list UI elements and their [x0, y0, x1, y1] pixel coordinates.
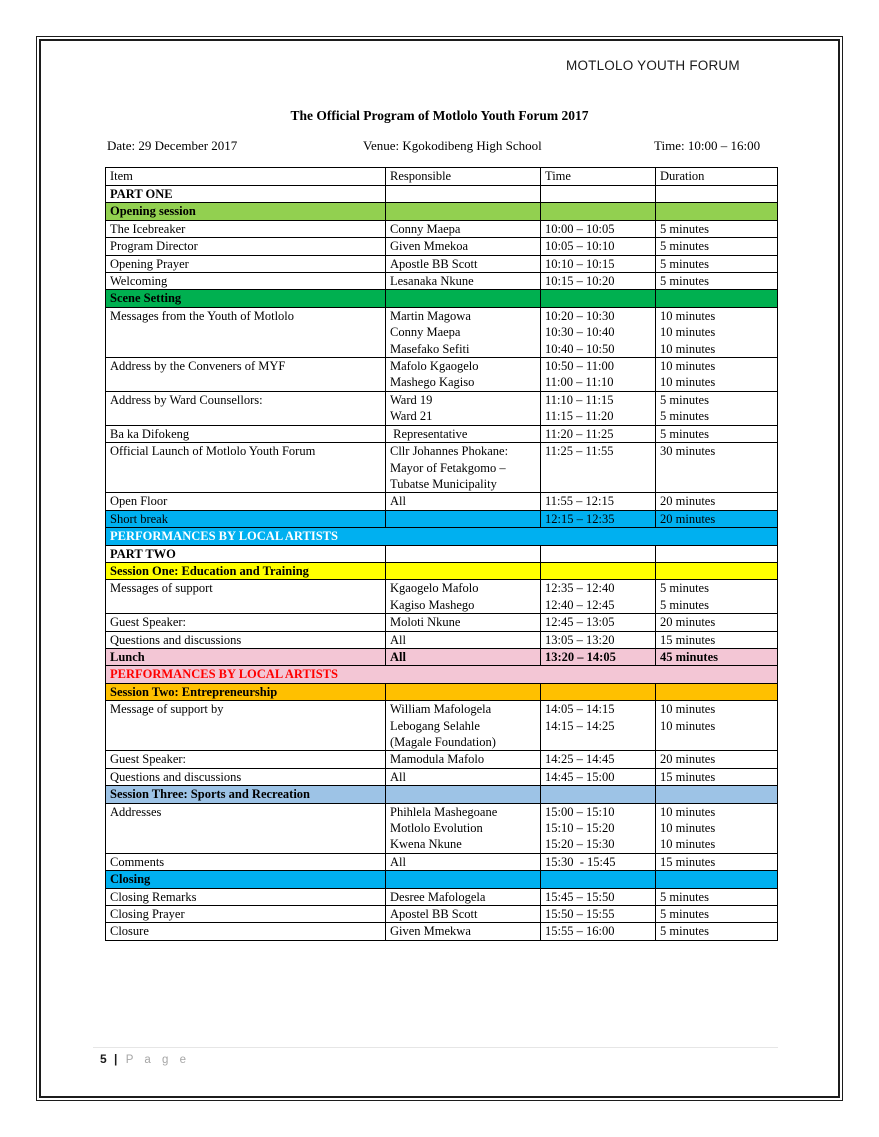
cell-item: The Icebreaker: [106, 220, 386, 237]
cell-duration: 5 minutes: [656, 888, 778, 905]
table-row: [106, 751, 778, 768]
cell-line: 5 minutes: [660, 392, 709, 407]
cell-line: Kgaogelo Mafolo: [390, 581, 479, 596]
cell-line: William Mafologela: [390, 702, 492, 717]
cell-responsible: Apostel BB Scott: [386, 906, 541, 923]
banner-row: [106, 528, 778, 545]
cell-item: Session Two: Entrepreneurship: [106, 683, 386, 700]
cell-time: 11:25 – 11:55: [541, 443, 656, 493]
cell-duration: [656, 786, 778, 803]
cell-time: 13:05 – 13:20: [541, 631, 656, 648]
cell-duration: 5 minutes: [656, 220, 778, 237]
table-row: [106, 290, 778, 307]
cell-line: 12:35 – 12:40: [545, 581, 615, 596]
cell-item: Guest Speaker:: [106, 751, 386, 768]
table-row: [106, 580, 778, 614]
banner-cell: PERFORMANCES BY LOCAL ARTISTS: [106, 666, 778, 683]
cell-duration: [656, 203, 778, 220]
cell-duration: [656, 683, 778, 700]
cell-duration: 45 minutes: [656, 648, 778, 665]
column-header-duration: Duration: [656, 168, 778, 186]
cell-responsible: [386, 683, 541, 700]
cell-line: 10:20 – 10:30: [545, 308, 615, 323]
table-row: [106, 562, 778, 579]
cell-line: Mayor of Fetakgomo –: [390, 460, 506, 475]
table-row: [106, 923, 778, 940]
cell-line: 10 minutes: [660, 375, 716, 390]
cell-responsible: [386, 203, 541, 220]
cell-time: [541, 701, 656, 751]
table-row: [106, 203, 778, 220]
cell-duration: [656, 803, 778, 853]
table-row: [106, 888, 778, 905]
cell-responsible: Mamodula Mafolo: [386, 751, 541, 768]
cell-line: 10:30 – 10:40: [545, 325, 615, 340]
cell-responsible: All: [386, 648, 541, 665]
table-row: [106, 871, 778, 888]
cell-line: Mafolo Kgaogelo: [390, 359, 479, 374]
cell-time: 14:45 – 15:00: [541, 768, 656, 785]
cell-line: Mashego Kagiso: [390, 375, 475, 390]
cell-item: Closure: [106, 923, 386, 940]
cell-line: Cllr Johannes Phokane:: [390, 444, 509, 459]
cell-time: [541, 307, 656, 357]
cell-item: Messages from the Youth of Motlolo: [106, 307, 386, 357]
cell-item: Official Launch of Motlolo Youth Forum: [106, 443, 386, 493]
cell-item: Lunch: [106, 648, 386, 665]
cell-item: Welcoming: [106, 273, 386, 290]
cell-item: Opening Prayer: [106, 255, 386, 272]
cell-time: [541, 391, 656, 425]
cell-line: 10 minutes: [660, 359, 716, 374]
cell-responsible: [386, 358, 541, 392]
cell-time: 11:20 – 11:25: [541, 425, 656, 442]
cell-responsible: [386, 186, 541, 203]
cell-line: 5 minutes: [660, 597, 709, 612]
program-table: [105, 167, 778, 941]
table-row: [106, 255, 778, 272]
cell-line: 10 minutes: [660, 837, 716, 852]
cell-item: Session One: Education and Training: [106, 562, 386, 579]
cell-line: 10 minutes: [660, 325, 716, 340]
cell-duration: [656, 562, 778, 579]
cell-responsible: [386, 443, 541, 493]
cell-item: Closing Prayer: [106, 906, 386, 923]
cell-line: Phihlela Mashegoane: [390, 804, 498, 819]
cell-time: [541, 290, 656, 307]
table-row: [106, 273, 778, 290]
cell-responsible: Conny Maepa: [386, 220, 541, 237]
cell-responsible: [386, 786, 541, 803]
cell-item: Comments: [106, 853, 386, 870]
cell-duration: 20 minutes: [656, 510, 778, 527]
table-row: [106, 545, 778, 562]
table-row: [106, 786, 778, 803]
cell-item: Closing Remarks: [106, 888, 386, 905]
cell-line: Tubatse Municipality: [390, 476, 497, 491]
cell-line: Masefako Sefiti: [390, 341, 470, 356]
page-number: 5: [100, 1052, 107, 1066]
cell-item: Session Three: Sports and Recreation: [106, 786, 386, 803]
cell-line: Motlolo Evolution: [390, 821, 483, 836]
cell-item: Open Floor: [106, 493, 386, 510]
table-row: [106, 631, 778, 648]
cell-responsible: Moloti Nkune: [386, 614, 541, 631]
cell-line: 5 minutes: [660, 581, 709, 596]
cell-line: 10:40 – 10:50: [545, 341, 615, 356]
cell-time: [541, 358, 656, 392]
footer-divider: [93, 1047, 778, 1048]
cell-duration: 5 minutes: [656, 923, 778, 940]
cell-duration: 5 minutes: [656, 273, 778, 290]
cell-responsible: All: [386, 493, 541, 510]
cell-item: Ba ka Difokeng: [106, 425, 386, 442]
cell-line: (Magale Foundation): [390, 735, 496, 749]
cell-duration: [656, 307, 778, 357]
cell-time: 15:55 – 16:00: [541, 923, 656, 940]
cell-time: [541, 786, 656, 803]
event-venue: Venue: Kgokodibeng High School: [363, 138, 542, 153]
cell-time: [541, 803, 656, 853]
cell-duration: 5 minutes: [656, 906, 778, 923]
table-row: [106, 425, 778, 442]
cell-duration: [656, 871, 778, 888]
cell-line: 14:05 – 14:15: [545, 702, 615, 717]
table-row: [106, 803, 778, 853]
cell-line: 10 minutes: [660, 821, 716, 836]
cell-time: 11:55 – 12:15: [541, 493, 656, 510]
cell-time: 14:25 – 14:45: [541, 751, 656, 768]
cell-responsible: [386, 545, 541, 562]
cell-item: Scene Setting: [106, 290, 386, 307]
cell-line: 10 minutes: [660, 702, 716, 717]
cell-responsible: All: [386, 853, 541, 870]
document-title: The Official Program of Motlolo Youth Forum 2017: [290, 108, 589, 123]
cell-time: 10:15 – 10:20: [541, 273, 656, 290]
cell-line: 15:10 – 15:20: [545, 821, 615, 836]
letterhead-title: MOTLOLO YOUTH FORUM: [566, 58, 740, 73]
cell-responsible: Apostle BB Scott: [386, 255, 541, 272]
cell-responsible: [386, 871, 541, 888]
cell-line: 10 minutes: [660, 804, 716, 819]
cell-responsible: Desree Mafologela: [386, 888, 541, 905]
cell-time: [541, 683, 656, 700]
cell-line: Kagiso Mashego: [390, 597, 475, 612]
cell-item: Messages of support: [106, 580, 386, 614]
cell-time: 10:00 – 10:05: [541, 220, 656, 237]
cell-time: [541, 186, 656, 203]
cell-time: [541, 545, 656, 562]
cell-line: Martin Magowa: [390, 308, 471, 323]
cell-duration: [656, 545, 778, 562]
table-header-row: [106, 168, 778, 186]
page-footer: [100, 1052, 190, 1066]
cell-duration: 20 minutes: [656, 751, 778, 768]
cell-time: 10:05 – 10:10: [541, 238, 656, 255]
cell-time: 12:15 – 12:35: [541, 510, 656, 527]
cell-item: Opening session: [106, 203, 386, 220]
cell-responsible: Representative: [386, 425, 541, 442]
cell-line: 15:20 – 15:30: [545, 837, 615, 852]
cell-line: 10 minutes: [660, 308, 716, 323]
table-row: [106, 358, 778, 392]
page-separator: |: [114, 1052, 118, 1066]
event-date: Date: 29 December 2017: [107, 138, 238, 153]
table-row: [106, 220, 778, 237]
cell-time: [541, 562, 656, 579]
cell-responsible: All: [386, 631, 541, 648]
cell-item: Questions and discussions: [106, 768, 386, 785]
cell-responsible: [386, 510, 541, 527]
cell-duration: [656, 290, 778, 307]
cell-duration: 15 minutes: [656, 768, 778, 785]
table-row: [106, 683, 778, 700]
event-time: Time: 10:00 – 16:00: [654, 138, 761, 153]
cell-item: Closing: [106, 871, 386, 888]
cell-time: [541, 871, 656, 888]
cell-item: PART TWO: [106, 545, 386, 562]
cell-duration: 5 minutes: [656, 238, 778, 255]
cell-line: 10:50 – 11:00: [545, 359, 614, 374]
table-row: [106, 238, 778, 255]
column-header-responsible: Responsible: [386, 168, 541, 186]
cell-time: 13:20 – 14:05: [541, 648, 656, 665]
cell-responsible: Given Mmekwa: [386, 923, 541, 940]
table-row: [106, 307, 778, 357]
cell-responsible: [386, 701, 541, 751]
cell-duration: [656, 580, 778, 614]
cell-line: Conny Maepa: [390, 325, 461, 340]
table-row: [106, 906, 778, 923]
cell-line: 10 minutes: [660, 718, 716, 733]
table-row: [106, 853, 778, 870]
cell-time: 15:50 – 15:55: [541, 906, 656, 923]
cell-line: 5 minutes: [660, 409, 709, 424]
cell-responsible: All: [386, 768, 541, 785]
cell-item: Addresses: [106, 803, 386, 853]
cell-responsible: Lesanaka Nkune: [386, 273, 541, 290]
table-row: [106, 391, 778, 425]
page-label: P a g e: [125, 1054, 190, 1066]
cell-duration: 30 minutes: [656, 443, 778, 493]
cell-item: Message of support by: [106, 701, 386, 751]
cell-item: Questions and discussions: [106, 631, 386, 648]
cell-line: 11:00 – 11:10: [545, 375, 614, 390]
cell-item: PART ONE: [106, 186, 386, 203]
cell-time: 15:30 - 15:45: [541, 853, 656, 870]
cell-responsible: [386, 391, 541, 425]
cell-responsible: [386, 307, 541, 357]
cell-duration: 20 minutes: [656, 493, 778, 510]
cell-line: Kwena Nkune: [390, 837, 462, 852]
cell-responsible: Given Mmekoa: [386, 238, 541, 255]
cell-item: Program Director: [106, 238, 386, 255]
cell-duration: [656, 701, 778, 751]
cell-time: 12:45 – 13:05: [541, 614, 656, 631]
cell-line: Ward 19: [390, 392, 433, 407]
table-row: [106, 186, 778, 203]
cell-line: 14:15 – 14:25: [545, 718, 615, 733]
cell-time: 15:45 – 15:50: [541, 888, 656, 905]
table-row: [106, 768, 778, 785]
cell-item: Address by Ward Counsellors:: [106, 391, 386, 425]
cell-duration: 5 minutes: [656, 255, 778, 272]
cell-responsible: [386, 562, 541, 579]
cell-duration: 20 minutes: [656, 614, 778, 631]
cell-responsible: [386, 803, 541, 853]
cell-item: Guest Speaker:: [106, 614, 386, 631]
cell-duration: [656, 358, 778, 392]
table-row: [106, 493, 778, 510]
cell-line: 12:40 – 12:45: [545, 597, 615, 612]
cell-time: [541, 580, 656, 614]
program-table-body: [106, 186, 778, 941]
cell-time: [541, 203, 656, 220]
banner-row: [106, 666, 778, 683]
cell-responsible: [386, 290, 541, 307]
cell-item: Address by the Conveners of MYF: [106, 358, 386, 392]
table-row: [106, 701, 778, 751]
cell-time: 10:10 – 10:15: [541, 255, 656, 272]
cell-responsible: [386, 580, 541, 614]
cell-line: 11:15 – 11:20: [545, 409, 614, 424]
cell-duration: [656, 186, 778, 203]
cell-duration: 15 minutes: [656, 631, 778, 648]
cell-item: Short break: [106, 510, 386, 527]
cell-duration: 15 minutes: [656, 853, 778, 870]
column-header-item: Item: [106, 168, 386, 186]
table-row: [106, 614, 778, 631]
cell-line: 11:10 – 11:15: [545, 392, 614, 407]
banner-cell: PERFORMANCES BY LOCAL ARTISTS: [106, 528, 778, 545]
cell-line: Ward 21: [390, 409, 433, 424]
cell-duration: [656, 391, 778, 425]
table-row: [106, 510, 778, 527]
cell-line: 10 minutes: [660, 341, 716, 356]
cell-line: 15:00 – 15:10: [545, 804, 615, 819]
column-header-time: Time: [541, 168, 656, 186]
cell-line: Lebogang Selahle: [390, 718, 480, 733]
table-row: [106, 443, 778, 493]
table-row: [106, 648, 778, 665]
cell-duration: 5 minutes: [656, 425, 778, 442]
